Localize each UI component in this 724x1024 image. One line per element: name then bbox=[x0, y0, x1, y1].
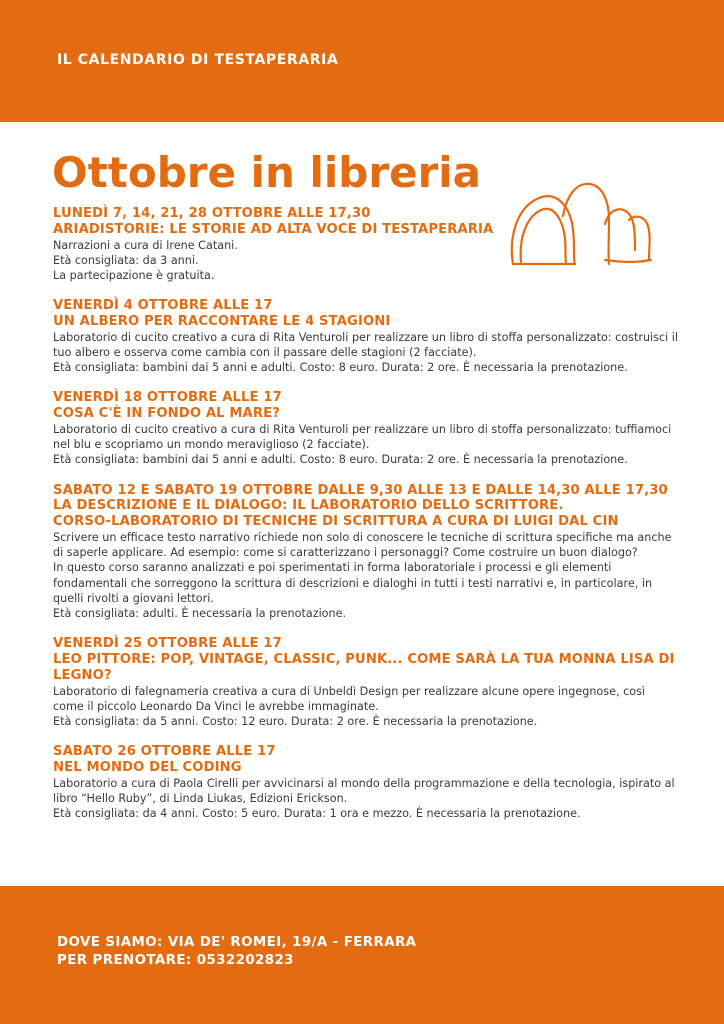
event-description bbox=[53, 422, 678, 468]
event-title: NEL MONDO DEL CODING bbox=[53, 760, 242, 776]
event-ariadistorie bbox=[53, 206, 678, 283]
event-desc-line: Laboratorio a cura di Paola Cirelli per avvicinarsi al mondo della programmazione e della tecnologia, ispirato al libro “Hello Ruby”, di Linda Liukas, Edizioni Erickson. bbox=[53, 776, 675, 806]
event-heading bbox=[53, 298, 678, 330]
event-description bbox=[53, 530, 678, 621]
event-desc-line: In questo corso saranno analizzati e poi sperimentati in forma laboratoriale i processi e gli elementi fondamentali che sorreggono la scrittura di descrizioni e dialoghi in tutti i testi narrativi e, in particolare, in quelli rivolti a giovani lettori. bbox=[53, 561, 653, 605]
event-desc-line: Laboratorio di cucito creativo a cura di Rita Venturoli per realizzare un libro di stoffa personalizzato: costruisci il tuo albero e osserva come cambia con il passare delle stagioni (2 facciate). bbox=[53, 330, 679, 359]
event-desc-line: Età consigliata: da 3 anni. bbox=[53, 253, 199, 267]
event-description bbox=[53, 238, 678, 284]
event-subtitle: CORSO-LABORATORIO DI TECNICHE DI SCRITTURA A CURA DI LUIGI DAL CIN bbox=[53, 514, 619, 530]
event-date: LUNEDÌ 7, 14, 21, 28 OTTOBRE ALLE 17,30 bbox=[53, 206, 371, 221]
event-fondo-al-mare bbox=[53, 390, 678, 467]
event-date: VENERDÌ 25 OTTOBRE ALLE 17 bbox=[53, 636, 282, 652]
event-desc-line: Età consigliata: bambini dai 5 anni e adulti. Costo: 8 euro. Durata: 2 ore. È necessaria la prenotazione. bbox=[53, 361, 628, 375]
header-label: IL CALENDARIO DI TESTAPERARIA bbox=[57, 52, 339, 68]
footer-info bbox=[57, 934, 416, 970]
event-description bbox=[53, 684, 678, 730]
event-heading bbox=[53, 206, 678, 238]
event-title: LEO PITTORE: POP, VINTAGE, CLASSIC, PUNK... COME SARÀ LA TUA MONNA LISA DI LEGNO? bbox=[53, 652, 675, 683]
event-title: ARIADISTORIE: LE STORIE AD ALTA VOCE DI TESTAPERARIA bbox=[53, 221, 494, 237]
event-date: SABATO 12 E SABATO 19 OTTOBRE DALLE 9,30 ALLE 13 E DALLE 14,30 ALLE 17,30 bbox=[53, 482, 668, 498]
event-date: SABATO 26 OTTOBRE ALLE 17 bbox=[53, 744, 276, 760]
event-desc-line: Età consigliata: da 5 anni. Costo: 12 euro. Durata: 2 ore. È necessaria la prenotazione. bbox=[53, 715, 538, 729]
event-title: COSA C'È IN FONDO AL MARE? bbox=[53, 406, 280, 422]
event-leo-pittore bbox=[53, 636, 678, 729]
event-desc-line: Età consigliata: bambini dai 5 anni e adulti. Costo: 8 euro. Durata: 2 ore. È necessaria la prenotazione. bbox=[53, 453, 628, 467]
event-description bbox=[53, 776, 678, 822]
event-coding bbox=[53, 744, 678, 821]
event-desc-line: Età consigliata: adulti. È necessaria la prenotazione. bbox=[53, 607, 347, 621]
event-date: VENERDÌ 4 OTTOBRE ALLE 17 bbox=[53, 298, 273, 314]
events-list bbox=[53, 206, 678, 836]
event-desc-line: Età consigliata: da 4 anni. Costo: 5 euro. Durata: 1 ora e mezzo. È necessaria la prenotazione. bbox=[53, 807, 581, 821]
footer-booking: PER PRENOTARE: 0532202823 bbox=[57, 953, 294, 968]
event-desc-line: La partecipazione è gratuita. bbox=[53, 269, 215, 282]
event-heading bbox=[53, 483, 678, 530]
event-title: UN ALBERO PER RACCONTARE LE 4 STAGIONI bbox=[53, 314, 391, 329]
event-albero-stagioni bbox=[53, 298, 678, 375]
event-desc-line: Scrivere un efficace testo narrativo richiede non solo di conoscere le tecniche di scrittura specifiche ma anche di saperle applicare. Ad esempio: come si caratterizzano i personaggi? Come costruire un buon dialogo? bbox=[53, 531, 672, 560]
event-desc-line: Laboratorio di cucito creativo a cura di Rita Venturoli per realizzare un libro di stoffa personalizzato: tuffiamoci nel blu e scopriamo un mondo meraviglioso (2 facciate). bbox=[53, 423, 672, 452]
event-title: LA DESCRIZIONE E IL DIALOGO: IL LABORATORIO DELLO SCRITTORE. bbox=[53, 498, 564, 514]
event-description bbox=[53, 330, 678, 376]
page-title: Ottobre in libreria bbox=[52, 148, 482, 197]
event-heading bbox=[53, 390, 678, 422]
event-heading bbox=[53, 636, 678, 683]
event-laboratorio-scrittore bbox=[53, 483, 678, 622]
footer-address: DOVE SIAMO: VIA DE' ROMEI, 19/A - FERRARA bbox=[57, 935, 417, 950]
event-date: VENERDÌ 18 OTTOBRE ALLE 17 bbox=[53, 390, 282, 406]
event-heading bbox=[53, 744, 678, 776]
event-desc-line: Laboratorio di falegnameria creativa a cura di Unbeldì Design per realizzare alcune opere ingegnose, così come il piccolo Leonardo Da Vinci le avrebbe immaginate. bbox=[53, 684, 646, 713]
event-desc-line: Narrazioni a cura di Irene Catani. bbox=[53, 238, 238, 252]
